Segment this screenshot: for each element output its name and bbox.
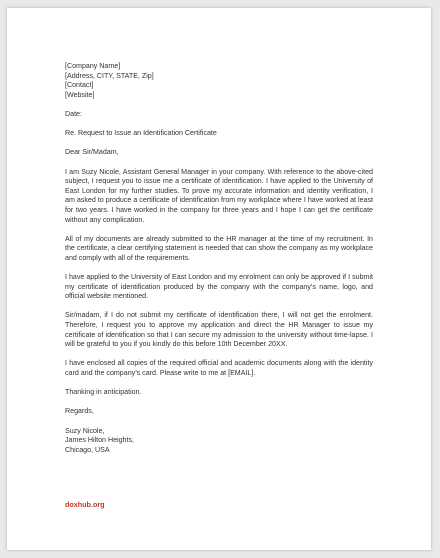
sender-contact: [Contact] <box>65 81 94 90</box>
letter-date: Date: <box>65 109 82 118</box>
signature-address-line2: Chicago, USA <box>65 445 110 454</box>
footer-brand-link[interactable]: doxhub.org <box>65 500 105 509</box>
body-paragraph: All of my documents are already submitted to the HR manager at the time of my recruitment. In the certificate, a clear certifying statement is needed that can show the company as my workplace and comply with all of the requirements. <box>65 234 373 262</box>
letter-page <box>7 8 431 550</box>
sender-company: [Company Name] <box>65 62 121 70</box>
body-paragraph: Sir/madam, if I do not submit my certificate of identification there, I will not get the enrolment. Therefore, I request you to approve my application and direct the HR Manager to issue my certificate of identification so that I can secure my admission to the university without time-lapse. I will be grateful to you if you kindly do this before 10th December 20XX. <box>65 311 373 349</box>
sender-address: [Address, CITY, STATE, Zip] <box>65 71 154 80</box>
letter-salutation: Dear Sir/Madam, <box>65 148 119 157</box>
sign-off: Regards, <box>65 407 94 416</box>
body-paragraph: I have applied to the University of East London and my enrolment can only be approved if I submit my certificate of identification produced by the company with the company’s name, logo, and official website mentioned. <box>65 273 373 301</box>
sender-block <box>65 62 373 100</box>
body-paragraph: I am Suzy Nicole, Assistant General Manager in your company. With reference to the above-cited subject, I request you to issue me a certificate of identification. I have applied to the University of East London for my further studies. To prove my accurate information and identity verification, I am asked to produce a certificate of identification from my workplace where I have worked at least for two years. I have worked in the company for three years and I hope I can get the certificate without any complication. <box>65 167 373 224</box>
signature-name: Suzy Nicole, <box>65 426 105 435</box>
sender-website: [Website] <box>65 90 95 99</box>
body-paragraph: I have enclosed all copies of the required official and academic documents along with the identity card and the company’s card. Please write to me at [EMAIL]. <box>65 359 373 377</box>
closing-line: Thanking in anticipation. <box>65 388 142 397</box>
signature-block <box>65 427 373 456</box>
letter-subject: Re. Request to Issue an Identification Certificate <box>65 129 217 138</box>
signature-address-line1: James Hilton Heights, <box>65 436 134 445</box>
